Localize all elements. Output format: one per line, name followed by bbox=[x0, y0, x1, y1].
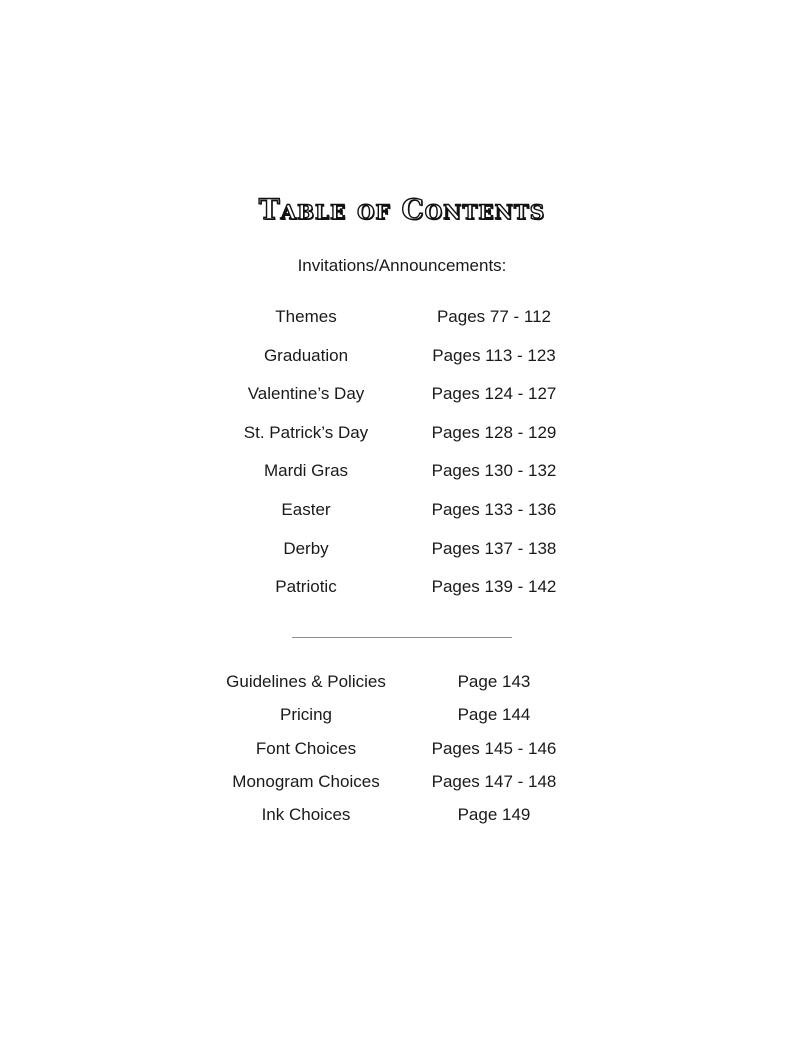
toc-entry bbox=[0, 459, 804, 483]
entry-pages: Pages 139 - 142 bbox=[431, 577, 557, 596]
toc-entry bbox=[0, 670, 804, 694]
toc-entry bbox=[0, 537, 804, 561]
entry-name: Themes bbox=[275, 307, 337, 326]
entry-name: Valentine’s Day bbox=[247, 384, 365, 403]
entry-name: Font Choices bbox=[255, 739, 357, 758]
section-divider bbox=[292, 637, 512, 638]
toc-entry bbox=[0, 305, 804, 329]
toc-entry bbox=[0, 498, 804, 522]
toc-entry bbox=[0, 737, 804, 761]
toc-entry bbox=[0, 382, 804, 406]
entry-pages: Pages 113 - 123 bbox=[432, 346, 556, 365]
entry-name: Patriotic bbox=[275, 577, 337, 596]
toc-entry bbox=[0, 803, 804, 827]
entry-pages: Pages 145 - 146 bbox=[431, 739, 557, 758]
entry-pages: Pages 147 - 148 bbox=[431, 772, 557, 791]
entry-name: Derby bbox=[283, 539, 329, 558]
entry-name: Mardi Gras bbox=[263, 461, 349, 480]
toc-entry bbox=[0, 421, 804, 445]
entry-name: Monogram Choices bbox=[232, 772, 380, 791]
toc-entry bbox=[0, 770, 804, 794]
entry-pages: Page 149 bbox=[457, 805, 531, 824]
entry-pages: Page 143 bbox=[457, 672, 531, 691]
page-title: Table of Contents bbox=[258, 193, 546, 226]
entry-name: Ink Choices bbox=[261, 805, 351, 824]
entry-pages: Pages 128 - 129 bbox=[431, 423, 557, 442]
entry-pages: Pages 77 - 112 bbox=[436, 307, 552, 326]
toc-entry bbox=[0, 575, 804, 599]
section-heading: Invitations/Announcements: bbox=[297, 256, 507, 275]
entry-pages: Page 144 bbox=[457, 705, 531, 724]
entry-name: Pricing bbox=[280, 705, 332, 724]
entry-name: Guidelines & Policies bbox=[226, 672, 386, 691]
entry-pages: Pages 137 - 138 bbox=[431, 539, 557, 558]
toc-entry bbox=[0, 703, 804, 727]
entry-pages: Pages 124 - 127 bbox=[431, 384, 557, 403]
entry-name: Graduation bbox=[263, 346, 349, 365]
entry-name: Easter bbox=[281, 500, 331, 519]
entry-pages: Pages 133 - 136 bbox=[431, 500, 557, 519]
entry-pages: Pages 130 - 132 bbox=[431, 461, 557, 480]
toc-entry bbox=[0, 344, 804, 368]
entry-name: St. Patrick’s Day bbox=[243, 423, 369, 442]
